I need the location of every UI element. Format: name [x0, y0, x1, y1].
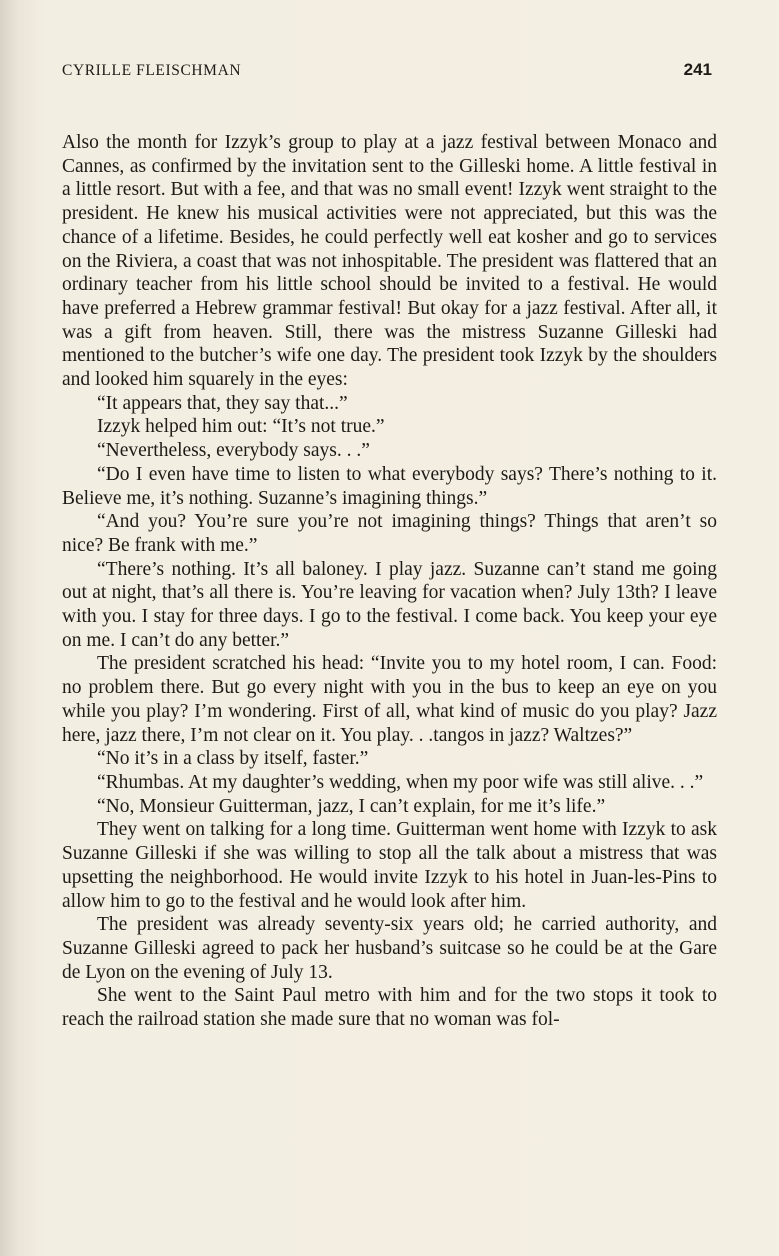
- paragraph-1: Also the month for Izzyk’s group to play at a jazz festival between Monaco and Cannes, as confirmed by the invitation sent to the Gilleski home. A little festival in a little resort. But with a fee, and that was no small event! Izzyk went straight to the president. He knew his musical activities were not appreciated, but this was the chance of a lifetime. Besides, he could perfectly well eat kosher and go to services on the Riviera, a coast that was not inhospitable. The president was flattered that an ordinary teacher from his little school should be invited to a festival. He would have preferred a Hebrew grammar festival! But okay for a jazz festival. After all, it was a gift from heaven. Still, there was the mistress Suzanne Gilleski had mentioned to the butcher’s wife one day. The president took Izzyk by the shoulders and looked him squarely in the eyes:: [62, 132, 717, 391]
- paragraph-8: The president scratched his head: “Invite you to my hotel room, I can. Food: no problem there. But go every night with you in the bus to keep an eye on you while you play? I’m wondering. First of all, what kind of music do you play? Jazz here, jazz there, I’m not clear on it. You play. . .tangos in jazz? Waltzes?”: [62, 653, 717, 746]
- paragraph-7: “There’s nothing. It’s all baloney. I play jazz. Suzanne can’t stand me going out at night, that’s all there is. You’re leaving for vacation when? July 13th? I leave with you. I stay for three days. I go to the festival. I come back. You keep your eye on me. I can’t do any better.”: [62, 558, 717, 651]
- page-number: 241: [683, 60, 712, 79]
- paragraph-5: “Do I even have time to listen to what everybody says? There’s nothing to it. Believe me, it’s nothing. Suzanne’s imagining things.”: [62, 463, 717, 509]
- paragraph-3: Izzyk helped him out: “It’s not true.”: [97, 416, 385, 438]
- paragraph-9: “No it’s in a class by itself, faster.”: [97, 748, 369, 770]
- paragraph-12: They went on talking for a long time. Guitterman went home with Izzyk to ask Suzanne Gilleski if she was willing to stop all the talk about a mistress that was upsetting the neighborhood. He would invite Izzyk to his hotel in Juan-les-Pins to allow him to go to the festival and he would look after him.: [62, 819, 717, 912]
- paragraph-11: “No, Monsieur Guitterman, jazz, I can’t explain, for me it’s life.”: [97, 795, 606, 817]
- paragraph-10: “Rhumbas. At my daughter’s wedding, when my poor wife was still alive. . .”: [97, 771, 704, 793]
- paragraph-6: “And you? You’re sure you’re not imagining things? Things that aren’t so nice? Be frank with me.”: [62, 511, 717, 556]
- running-head-author: CYRILLE FLEISCHMAN: [62, 62, 242, 79]
- paragraph-2: “It appears that, they say that...”: [97, 392, 348, 414]
- paragraph-4: “Nevertheless, everybody says. . .”: [97, 440, 370, 462]
- running-header: [62, 62, 712, 86]
- paragraph-14: She went to the Saint Paul metro with him and for the two stops it took to reach the railroad station she made sure that no woman was fol-: [62, 985, 717, 1031]
- body-text: [62, 131, 717, 1032]
- paragraph-13: The president was already seventy-six years old; he carried authority, and Suzanne Gilleski agreed to pack her husband’s suitcase so he could be at the Gare de Lyon on the evening of July 13.: [62, 914, 717, 983]
